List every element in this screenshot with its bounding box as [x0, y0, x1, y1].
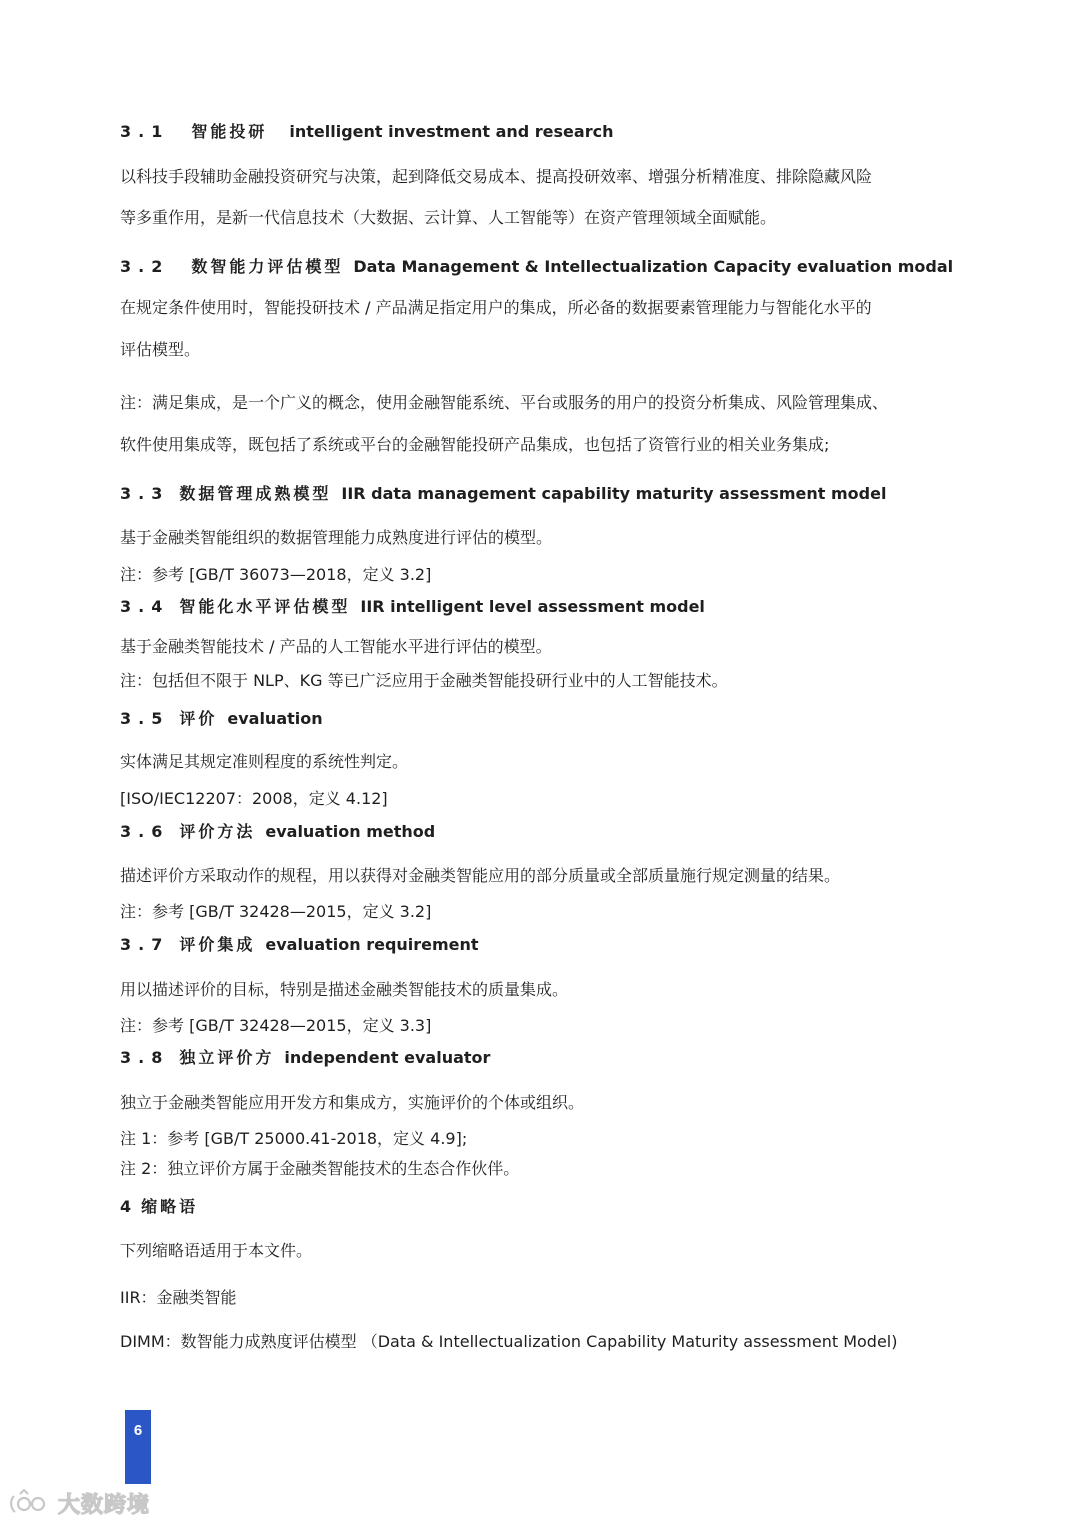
section-3-3-heading: [120, 483, 962, 505]
note-text: 注：参考 [GB/T 36073—2018，定义 3.2]: [120, 565, 432, 584]
section-number: 3.2: [120, 257, 170, 276]
body-text: 以科技手段辅助金融投资研究与决策，起到降低交易成本、提高投研效率、增强分析精准度、排除隐藏风险: [120, 167, 873, 186]
section-title-cn: 数智能力评估模型: [191, 257, 344, 276]
body-text: 基于金融类智能组织的数据管理能力成熟度进行评估的模型。: [120, 528, 553, 547]
section-title-en: Data Management & Intellectualization Capacity evaluation modal: [353, 257, 954, 276]
section-number: 3.7: [120, 935, 170, 954]
body-text: 基于金融类智能技术 / 产品的人工智能水平进行评估的模型。: [120, 637, 552, 656]
section-title-cn: 数据管理成熟模型: [179, 484, 332, 503]
section-title-cn: 评价方法: [179, 822, 256, 841]
section-3-6-heading: [120, 821, 962, 843]
section-title-en: evaluation: [227, 709, 323, 728]
section-3-1-heading: [120, 121, 962, 143]
section-title-cn: 独立评价方: [179, 1048, 275, 1067]
note-text: 注 1：参考 [GB/T 25000.41-2018，定义 4.9];: [120, 1129, 468, 1148]
body-text: 描述评价方采取动作的规程，用以获得对金融类智能应用的部分质量或全部质量施行规定测量的结果。: [120, 866, 841, 885]
section-title-cn: 缩略语: [141, 1197, 199, 1216]
section-3-5-heading: [120, 708, 962, 730]
section-title-cn: 智能化水平评估模型: [179, 597, 351, 616]
abbreviation-entry: IIR：金融类智能: [120, 1288, 237, 1307]
body-text: 等多重作用，是新一代信息技术（大数据、云计算、人工智能等）在资产管理领域全面赋能。: [120, 208, 777, 227]
section-number: 3.8: [120, 1048, 170, 1067]
section-number: 3.5: [120, 709, 170, 728]
section-title-en: evaluation method: [265, 822, 436, 841]
watermark: [8, 1486, 150, 1520]
section-title-en: IIR intelligent level assessment model: [360, 597, 705, 616]
note-text: 软件使用集成等，既包括了系统或平台的金融智能投研产品集成，也包括了资管行业的相关业务集成;: [120, 435, 830, 454]
page-number-bar: [125, 1410, 151, 1484]
section-title-en: evaluation requirement: [265, 935, 479, 954]
body-text: 用以描述评价的目标，特别是描述金融类智能技术的质量集成。: [120, 980, 569, 999]
body-text: 实体满足其规定准则程度的系统性判定。: [120, 752, 409, 771]
section-number: 3.4: [120, 597, 170, 616]
section-title-en: intelligent investment and research: [289, 122, 614, 141]
body-text: 在规定条件使用时，智能投研技术 / 产品满足指定用户的集成，所必备的数据要素管理能力与智能化水平的: [120, 298, 872, 317]
section-3-4-heading: [120, 596, 962, 618]
section-number: 3.3: [120, 484, 170, 503]
section-title-cn: 智能投研: [191, 122, 268, 141]
note-text: 注：参考 [GB/T 32428—2015，定义 3.3]: [120, 1016, 432, 1035]
abbreviation-entry: DIMM：数智能力成熟度评估模型 （Data & Intellectualization Capability Maturity assessment Model): [120, 1332, 898, 1351]
note-text: 注：参考 [GB/T 32428—2015，定义 3.2]: [120, 902, 432, 921]
note-text: 注：包括但不限于 NLP、KG 等已广泛应用于金融类智能投研行业中的人工智能技术。: [120, 671, 728, 690]
watermark-logo-icon: [8, 1488, 52, 1518]
note-text: [ISO/IEC12207：2008，定义 4.12]: [120, 789, 388, 808]
section-3-7-heading: [120, 934, 962, 956]
body-text: 评估模型。: [120, 340, 201, 359]
body-text: 独立于金融类智能应用开发方和集成方，实施评价的个体或组织。: [120, 1093, 585, 1112]
page-number: 6: [133, 1422, 143, 1439]
section-title-cn: 评价: [179, 709, 218, 728]
section-title-en: independent evaluator: [284, 1048, 491, 1067]
section-number: 3.6: [120, 822, 170, 841]
section-title-en: IIR data management capability maturity assessment model: [341, 484, 887, 503]
section-3-8-heading: [120, 1047, 962, 1069]
section-number: 3.1: [120, 122, 170, 141]
section-3-2-heading: [120, 256, 962, 278]
section-4-heading: [120, 1196, 962, 1218]
note-text: 注 2：独立评价方属于金融类智能技术的生态合作伙伴。: [120, 1159, 520, 1178]
section-title-cn: 评价集成: [179, 935, 256, 954]
section-number: 4: [120, 1197, 132, 1216]
note-text: 注：满足集成，是一个广义的概念，使用金融智能系统、平台或服务的用户的投资分析集成、风险管理集成、: [120, 393, 889, 412]
body-text: 下列缩略语适用于本文件。: [120, 1241, 313, 1260]
watermark-text: 大数跨境: [58, 1492, 151, 1518]
